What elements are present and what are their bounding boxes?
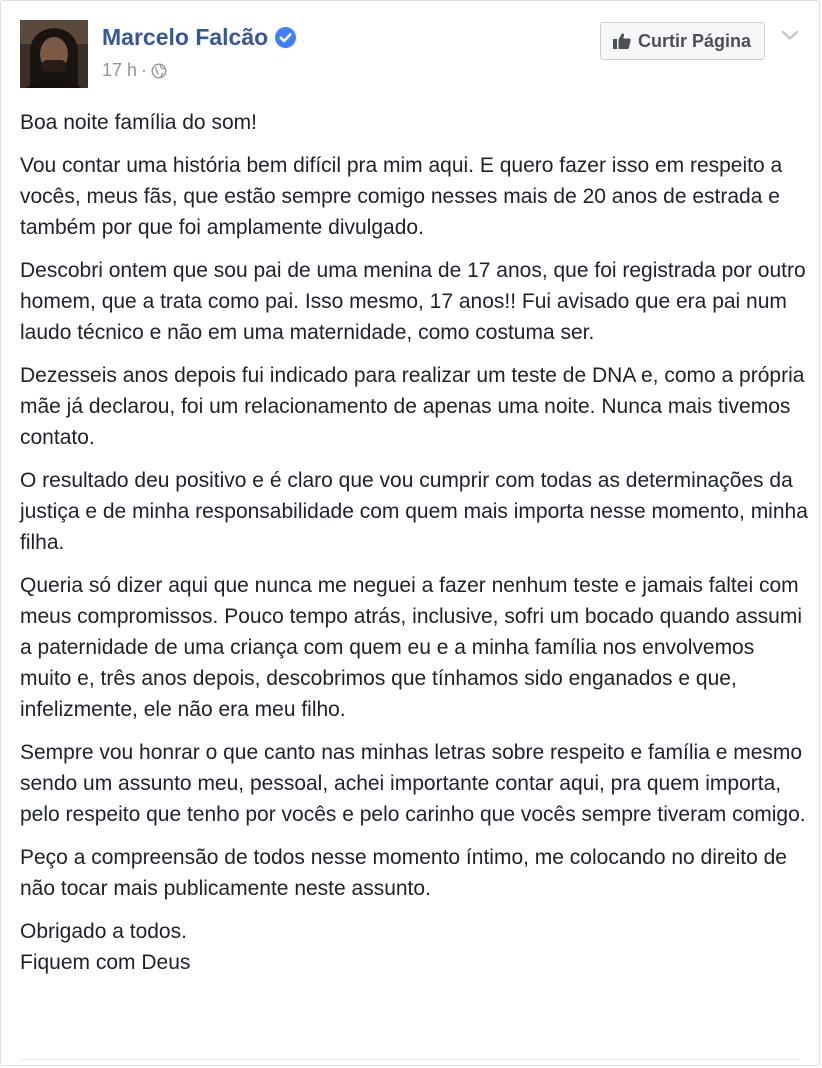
- post-paragraph: Sempre vou honrar o que canto nas minhas letras sobre respeito e família e mesmo sendo um assunto meu, pessoal, achei importante contar aqui, pra quem importa, pelo respeito que tenho por vocês e pelo carinho que vocês sempre tiveram comigo.: [20, 741, 806, 826]
- globe-icon[interactable]: [151, 63, 167, 79]
- post-timestamp[interactable]: 17 h: [102, 60, 138, 80]
- post-paragraph: Fiquem com Deus: [20, 951, 191, 974]
- author-name-text[interactable]: Marcelo Falcão: [102, 24, 269, 50]
- post-paragraph: Peço a compreensão de todos nesse momento íntimo, me colocando no direito de não tocar mais publicamente neste assunto.: [20, 846, 787, 900]
- post-body: [20, 107, 810, 978]
- like-page-button[interactable]: [600, 22, 765, 60]
- post-header: [20, 20, 800, 90]
- post-paragraph: Dezesseis anos depois fui indicado para realizar um teste de DNA e, como a própria mãe já declarou, foi um relacionamento de apenas uma noite. Nunca mais tivemos contato.: [20, 364, 805, 449]
- post-paragraph: Obrigado a todos.: [20, 920, 187, 943]
- avatar-photo: [20, 20, 88, 88]
- post-meta: [102, 60, 167, 81]
- author-name[interactable]: [102, 24, 296, 51]
- post-paragraph: Boa noite família do som!: [20, 111, 257, 134]
- chevron-down-icon[interactable]: [780, 28, 800, 42]
- like-page-label: Curtir Página: [637, 30, 751, 51]
- thumbs-up-icon: [612, 32, 632, 50]
- verified-badge-icon: [275, 27, 296, 48]
- footer-divider: [20, 1059, 800, 1060]
- post-paragraph: Vou contar uma história bem difícil pra mim aqui. E quero fazer isso em respeito a vocês, meus fãs, que estão sempre comigo nesses mais de 20 anos de estrada e também por que foi amplamente divulgado.: [20, 154, 783, 239]
- meta-separator: ·: [141, 60, 148, 80]
- post-paragraph: O resultado deu positivo e é claro que vou cumprir com todas as determinações da justiça e de minha responsabilidade com quem mais importa nesse momento, minha filha.: [20, 469, 808, 554]
- avatar[interactable]: [20, 20, 88, 88]
- post-paragraph: Descobri ontem que sou pai de uma menina de 17 anos, que foi registrada por outro homem, que a trata como pai. Isso mesmo, 17 anos!! Fui avisado que era pai num laudo técnico e não em uma maternidade, como costuma ser.: [20, 259, 806, 344]
- post-paragraph: Queria só dizer aqui que nunca me neguei a fazer nenhum teste e jamais faltei com meus compromissos. Pouco tempo atrás, inclusive, sofri um bocado quando assumi a paternidade de uma criança com quem eu e a minha família nos envolvemos muito e, três anos depois, descobrimos que tínhamos sido enganados e que, infelizmente, ele não era meu filho.: [20, 574, 803, 721]
